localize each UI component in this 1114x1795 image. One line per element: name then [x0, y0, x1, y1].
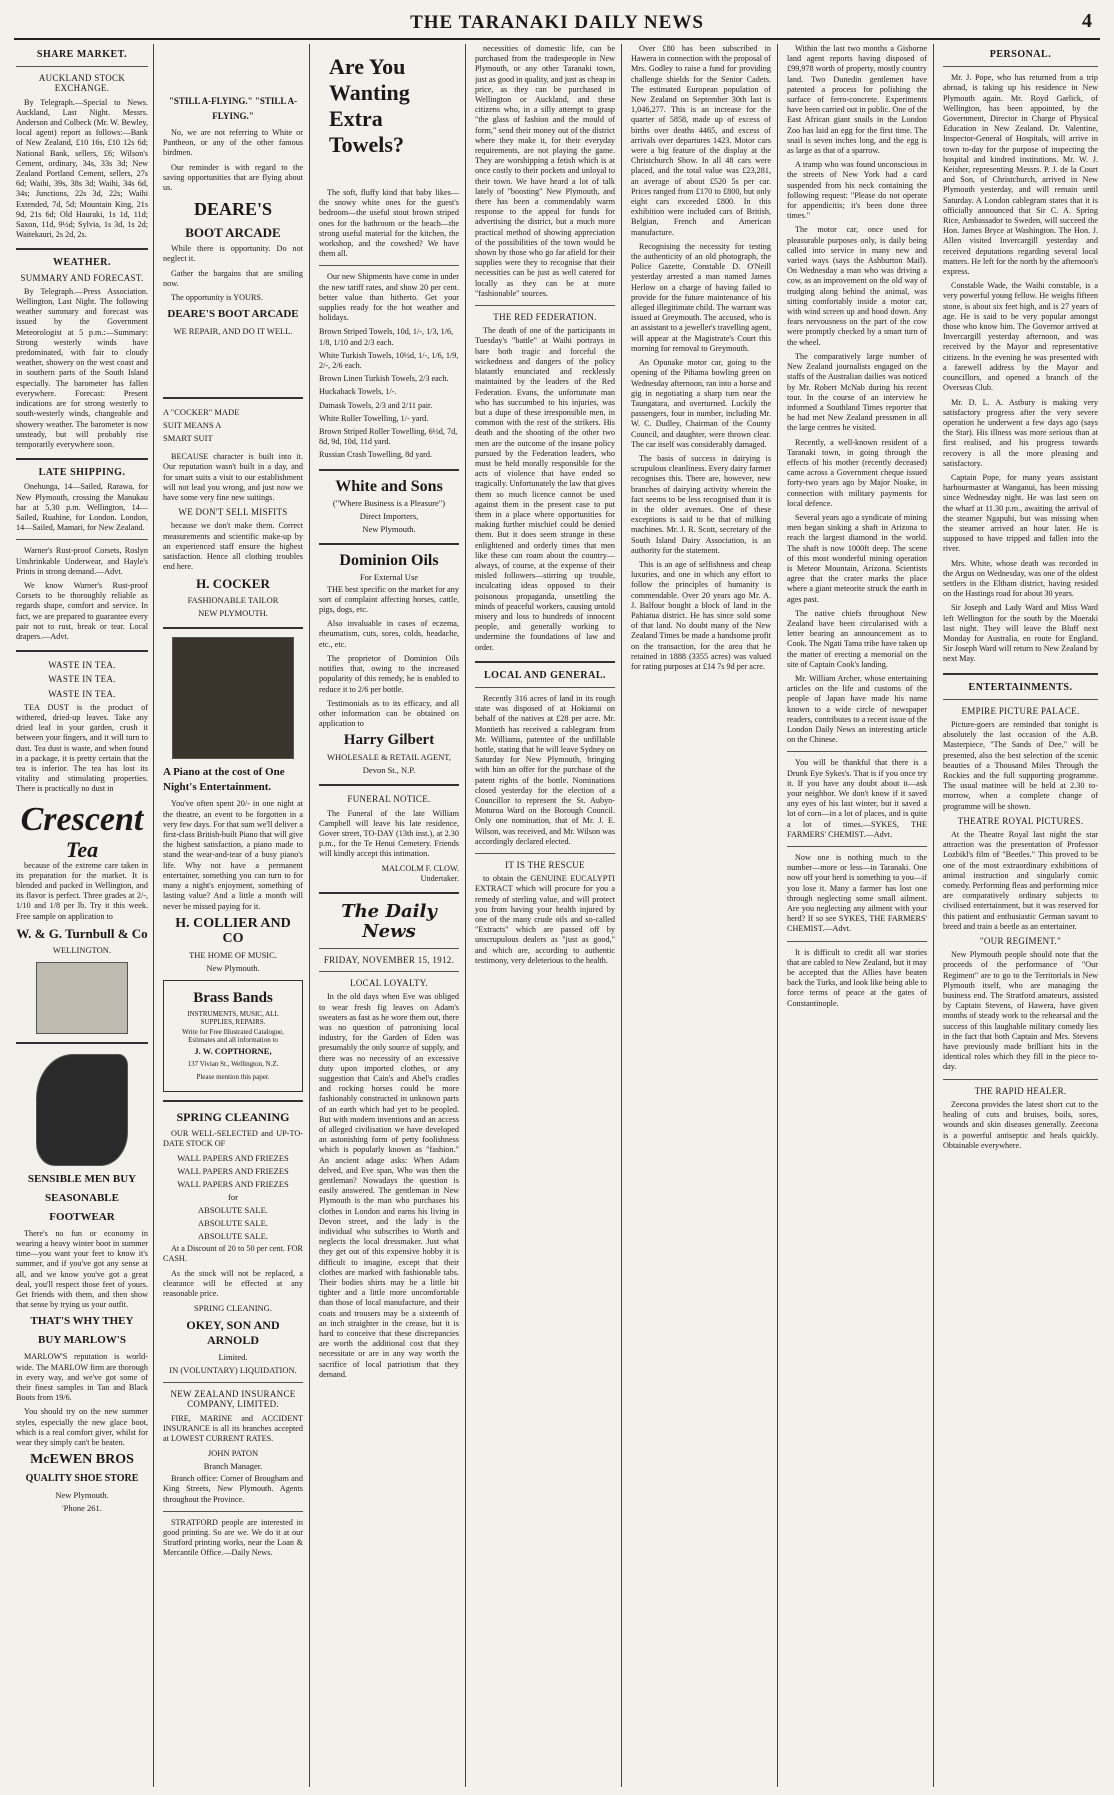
sykes-ad: You will be thankful that there is a Drunk Eye Sykes's. That is if you once try it. If you have any doubt about it—ask your neighbor. We don't know if it saved any eyes of his last winter, but it saved a lot of corn—in a lot of places, and is quite a lot of times.—SYKES, THE FARMERS' CHEMIST.—Advt.: [787, 758, 927, 839]
sykes-ad-2: Now one is nothing much to the number—more or less—in Taranaki. One now off your herd is something to you—if you lose it. Many a farmer has lost one through neglecting some small ailment. Are you neglecting any ailment with your herd? If so see SYKES, THE FARMERS' CHEMIST.—Advt.: [787, 853, 927, 934]
nz-insurance-body: FIRE, MARINE and ACCIDENT INSURANCE is all its branches accepted at LOWEST CURRENT RATES.: [163, 1413, 303, 1443]
spring-list: WALL PAPERS AND FRIEZES: [177, 1153, 289, 1164]
brass-sub: INSTRUMENTS, MUSIC, ALL SUPPLIES, REPAIRS.: [187, 1009, 279, 1026]
rescue-body: to obtain the GENUINE EUCALYPTI EXTRACT which will procure for you a remedy of sterling value, and will protect you from having your health injured by one of the many crude oils and so-called "Extracts" which are passed off by unscrupulous dealers as "just as good," and which are, according to authentic testimony, very deleterious to the health.: [475, 874, 615, 965]
funeral-heading: FUNERAL NOTICE.: [347, 794, 431, 805]
towels-heading-4: Towels?: [329, 132, 404, 157]
spring-list: WALL PAPERS AND FRIEZES: [177, 1179, 289, 1190]
local-general-body: Recently 316 acres of land in its rough state was disposed of at Hokianui on behalf of the natives at £28 per acre. Mr. Montieth has received a cablegram from Mr. Williams, patentee of the unfillable bottle, stating that he will leave Sydney on Saturday for New Plymouth, bringing with him an offer for the purchase of the patent rights of the bottle. Nominations closed yesterday for the election of a Councillor to represent the St. Aubyn-Moturoa Ward on the Borough Council. Only one nomination, that of Mr. J. E. Wilson, was received, and Mr. Wilson was accordingly declared elected.: [475, 693, 615, 846]
marlow-heading: THAT'S WHY THEY: [30, 1315, 134, 1328]
towels-heading-2: Wanting: [329, 80, 410, 105]
cocker-name: H. COCKER: [196, 576, 270, 592]
column-6: [787, 44, 927, 1787]
divider: [163, 1382, 303, 1383]
divider: [943, 699, 1098, 700]
deare-name-2: DEARE'S BOOT ARCADE: [167, 308, 299, 321]
divider: [319, 543, 459, 545]
dominion-body-4: Testimonials as to its efficacy, and all other information can be obtained on application to: [319, 698, 459, 729]
share-market-heading: SHARE MARKET.: [36, 49, 128, 60]
personal-heading: PERSONAL.: [989, 49, 1052, 60]
issue-date: FRIDAY, NOVEMBER 15, 1912.: [323, 954, 455, 965]
boots-heading-3: FOOTWEAR: [49, 1210, 115, 1223]
weather-heading: WEATHER.: [53, 257, 111, 269]
deare-repair: WE REPAIR, AND DO IT WELL.: [173, 326, 293, 337]
piano-image: [172, 637, 294, 759]
brass-address: 137 Vivian St., Wellington, N.Z.: [187, 1059, 279, 1068]
our-regiment-body: New Plymouth people should note that the proceeds of the performance of "Our Regiment" are to go to the Territorials in New Plymouth itself, who are managing the business end. The Stratford amateurs, assisted by Captain Stevens, of Hawera, have given months of steady work to the rehearsal and the success of this laughable military comedy lies in the fact that both Captain and Mrs. Stevens have previously made brilliant hits in the identical roles which they fill in the piece to-day.: [943, 950, 1098, 1072]
news-item: The motor car, once used for pleasurable purposes only, is daily being called into service in many new and varied ways (says the Ashburton Mail). On Wednesday a man who was driving a cow, as an improvement on the old way of trudging along behind the animal, was sitting comfortably inside a motor car, with wind screen up and hood down. Any fears nervousness on the part of the cow were promptly checked by a smart turn of the wheel.: [787, 225, 927, 347]
divider: [319, 948, 459, 949]
still-body-2: Our reminder is with regard to the saving opportunities that are flying about us.: [163, 162, 303, 193]
piano-heading: A Piano at the cost of One Night's Entertainment.: [163, 766, 285, 794]
brass-body: Write for Free Illustrated Catalogue, Estimates and all information to: [182, 1027, 284, 1044]
news-item: Over £80 has been subscribed in Hawera in connection with the proposal of Mrs. Godley to raise a fund for providing challenge shields for the Senior Cadets. The estimated European population of New Zealand on September 30th last is 1,046,277. This is an increase for the quarter of 5858, made up of excess of births over deaths 4465, and excess of arrivals over departures 1423. Motor cars were a big feature of the display at the Christchurch Show. In all 48 cars were placed, and the total value was £23,281, an average of about £520 5s per car. Prices ranged from £170 to £800, but only eight cars exceeded £800. In this exhibition were included cars of British, Belgian, French and American manufacture.: [631, 44, 771, 237]
towel-item: Russian Crash Towelling, 8d yard.: [319, 450, 432, 460]
column-3: [319, 44, 459, 1787]
crescent-logo: Crescent: [20, 800, 144, 838]
column-5: [631, 44, 771, 1787]
column-rule: [777, 44, 778, 1787]
column-rule: [621, 44, 622, 1787]
marlow-body-2: You should try on the new summer styles, especially the new glace boot, which is a real comfort giver, whilst for wear they simply can't be beaten.: [16, 1407, 148, 1448]
okey-name: OKEY, SON AND ARNOLD: [186, 1318, 280, 1348]
towel-item: White Roller Towelling, 1/- yard.: [319, 413, 429, 423]
misfits-heading: WE DON'T SELL MISFITS: [178, 507, 288, 518]
loyalty-body: In the old days when Eve was obliged to wear fresh fig leaves on Adam's sweaters as fast as he wore them out, there was no question of patronising local industry, for the Garden of Eden was presumably the only source of supply, and there was no necessity of an excessive duty upon imported clothes, or any suggestion that Cain's and Abel's cradles and rocking horses could be more fashionably constructed in unknown parts of an earth which had yet to be peopled. But with modern inventions and an access of alleged civilisation we have developed an astonishing form of petty foolishness which is popularly known as "fashion." An ancient adage asks: When Adam delved, and Eve span, Who was then the gentleman? Nowadays the question is easily answered. The gentleman in New Plymouth is the man who purchases his clothes in London and earns his living in Devon street, and the lady is the individual who subscribes to Worth and neglects the local dressmaker. Just what they get out of this expensive hobby it is difficult to imagine, except that their clothes are marked with fashionable tabs. Their bodies shirts may be a little bit tighter and a little more uncomfortable than those of local manufacture, and their coats and trousers may be a sixteenth of an inch straighter in the crease, but it is hard to conceive that these discrepancies are worth the additional cost that they necessitate or are in any way worth the sacrifice of local patriotism that they demand.: [319, 992, 459, 1379]
divider: [943, 1079, 1098, 1080]
funeral-sign: MALCOLM F. CLOW.: [381, 863, 459, 873]
towel-item: Brown Linen Turkish Towels, 2/3 each.: [319, 374, 449, 384]
shipping-report: Onehunga, 14—Sailed, Rarawa, for New Plymouth, crossing the Manukau bar at 5.30 p.m. Wellington, 14—Sailed, Ruahine, for London. London, 14—Sailed, Mamari, for New Zealand.: [16, 482, 148, 533]
dominion-body-2: Also invaluable in cases of eczema, rheumatism, cuts, sores, colds, headache, etc., etc.: [319, 619, 459, 649]
waste-heading: WASTE IN TEA.: [48, 674, 116, 685]
misfits-body: because we don't make them. Correct measurements and scientific make-up by an experienced staff ensure the highest satisfaction. Hence all clothing troubles end here.: [163, 521, 303, 572]
spring-body: OUR WELL-SELECTED and UP-TO-DATE STOCK OF: [163, 1128, 303, 1148]
auckland-heading: AUCKLAND STOCK EXCHANGE.: [38, 73, 126, 94]
empire-body: Picture-goers are reminded that tonight is absolutely the last occasion of the A.B. Masterpiece, "The Sands of Dee," will be presented, also the best selection of the scenic beauties of a Thousand Miles Through the Rockies and the full supporting programme. The usual matinee will be held at 2.30 to-morrow, when a complete change of programme will be shown.: [943, 719, 1098, 811]
marlow-body: MARLOW'S reputation is world-wide. The MARLOW firm are thorough in every way, and we've got some of their finest samples in Tan and Black Boots from 19/6.: [16, 1352, 148, 1403]
funeral-sign-2: Undertaker.: [420, 873, 459, 883]
divider: [163, 397, 303, 399]
cocker-made-2: SUIT MEANS A: [163, 420, 222, 431]
column-rule: [309, 44, 310, 1787]
column-7: [943, 44, 1098, 1787]
towel-item: Brown Striped Towels, 10d, 1/-, 1/3, 1/6, 1/8, 1/10 and 2/3 each.: [319, 327, 454, 347]
divider: [163, 1511, 303, 1512]
divider: [475, 661, 615, 663]
boots-body: There's no fun or economy in wearing a heavy winter boot in summer time—you want your feet to know it's summer, and if you've got any sense at all, and we know you've got a great deal, you'll respect those feet of yours. Get friends with them, and then show that sense by trying us your outfit.: [16, 1228, 148, 1310]
paton-body: Branch office: Corner of Brougham and King Streets, New Plymouth. Agents throughout the Province.: [163, 1474, 303, 1504]
spring-discount: At a Discount of 20 to 50 per cent. FOR CASH.: [163, 1244, 303, 1264]
local-general-heading: LOCAL AND GENERAL.: [483, 669, 607, 681]
weather-report: By Telegraph.—Press Association. Wellington, Last Night. The following weather summary and forecast was issued by the Government Meteorologist at 5 p.m.:—Summary: Strong westerly winds have predominated, with fair to cloudy weather, showery on the west coast and in southern parts of the South Island especially. The barometer has fallen everywhere. Forecast: Present indications are for strong westerly to south-westerly winds, changeable and showery weather. The barometer is now unsteady, but will probably rise temporarily everywhere soon.: [16, 286, 148, 449]
turnbull-town: WELLINGTON.: [52, 944, 112, 955]
theatre-royal-body: At the Theatre Royal last night the star attraction was the presentation of Professor Lozbikl's film of "Beetles." This proved to be one of the most extraordinary exhibitions of animal instruction and singularly comic comedy. Performing fleas and performing mice are comparatively ordinary subjects to civilised entertainment, but it was reserved for this patient and enthusiastic German savant to breed and train a beetle as an entertainer.: [943, 830, 1098, 931]
brass-note: Please mention this paper.: [196, 1072, 270, 1081]
collier-name: H. COLLIER AND CO: [175, 915, 291, 946]
towel-item: Damask Towels, 2/3 and 2/11 pair.: [319, 400, 433, 410]
towel-item: Huckaback Towels, 1/-.: [319, 387, 397, 397]
red-federation-body: The death of one of the participants in Tuesday's "battle" at Waihi portrays in bare both tragic and forceful the wickedness and dangers of the policy blatantly enunciated and recklessly maintained by the leaders of the Red Federation. Evans, the unfortunate man who has succumbed to his injuries, was but a dupe of these irresponsible men, in common with the rest of the strikers. His death and the shooting of the other two men are the outcome of the insane policy pursued by the Federation leaders, who must be held morally responsible for the acts of violence that have ended so tragically. Unfortunately the law that gives them so much licence cannot be used against them in the present case to put them in a place where opportunities for making further mischief could be denied them. But it does seem strange in these enlightened and orderly times that men like these can roam about the country—always, of course, at the expense of their misled followers—stirring up trouble, inculcating ideas opposed to their poisonous propaganda, unsettling the minds of peaceful workers, causing untold misery and loss to hundreds of innocent people, and generally working to undermine the foundations of law and order.: [475, 326, 615, 652]
brass-bands-ad: [163, 980, 303, 1092]
deare-body: While there is opportunity. Do not neglect it.: [163, 244, 303, 264]
rapid-healer-heading: THE RAPID HEALER.: [974, 1085, 1067, 1096]
paton-name: JOHN PATON: [207, 1448, 259, 1459]
waste-body: TEA DUST is the product of withered, dried-up leaves. Take any dried leaf in your garden, crush it between your fingers, and it will turn to dust. Tea dust is waste, and when found in a package, it is pretty certain that the tea is inferior. The tea has lost its vitality and stimulating properties. There is practically no dust in: [16, 702, 148, 794]
divider: [787, 751, 927, 752]
dominion-oils-name: Dominion Oils: [339, 551, 439, 569]
news-item: A tramp who was found unconscious in the streets of New York had a card suspended from his neck containing the following request: "Please do not operate for appendicitis; it's been done three times.": [787, 160, 927, 221]
loyalty-continued: necessities of domestic life, can be purchased from the tradespeople in New Plymouth, or any other Taranaki town, just as good in quality, and just as cheap in price, as they can be purchased in Wellington or Auckland, and these citizens who, in a silly attempt to grasp "the glass of fashion and the mould of form," send their money out of the district where they make it, for their everyday requirements, are not playing the game. They are worshipping a fetish which is at once costly to their pockets and unloyal to their town. We have heard a lot of talk lately of "boosting" New Plymouth, and there has been a commendably warm response to the appeal for funds for advertising the district, but a much more practical method of showing appreciation of the possibilities of the town would be shown by those who go far afield for their supplies were they to recognise that their necessities can be just as well catered for locally as they can be at more "fashionable" sources.: [475, 44, 615, 298]
divider: [16, 539, 148, 540]
white-sons-motto: ("Where Business is a Pleasure"): [332, 497, 446, 508]
divider: [475, 687, 615, 688]
weather-subheading: SUMMARY AND FORECAST.: [20, 272, 144, 283]
spring-heading-2: SPRING CLEANING.: [194, 1303, 272, 1314]
piano-body: You've often spent 20/- in one night at the theatre, an event to be forgotten in a very few days. For that sum we'll deliver a first-class British-built Piano that will give the highest satisfaction, a piano made to stand the wear-and-tear of a busy piano's life. Why not have a permanent entertainer, something you can turn to for many a night's enjoyment, something of lasting value? And a little a month will never be missed paying for it.: [163, 799, 303, 911]
boots-heading: SENSIBLE MEN BUY: [27, 1172, 137, 1185]
marlow-heading-2: BUY MARLOW'S: [38, 1334, 126, 1347]
white-sons-importers: Direct Importers,: [359, 510, 419, 521]
tea-packet-image: [36, 962, 128, 1034]
news-item: This is an age of selfishness and cheap luxuries, and one in which any effort to follow the principles of humanity is commendable. Over 20 years ago Mr. A. J. Balfour bought a block of land in the Pahiatua district. He has since sold some of that land. No doubt many of the New Zealand Times be made a handsome profit on the transaction, for the area that he retained in 1888 (3355 acres) was valued for rating purposes at £14 7s 9d per acre.: [631, 559, 771, 671]
crescent-tea-logo: Tea: [65, 836, 99, 862]
divider: [319, 784, 459, 786]
divider: [16, 458, 148, 460]
divider: [475, 853, 615, 854]
personal-body-6: Sir Joseph and Lady Ward and Miss Ward left Wellington for the south by the Moeraki last night. They will leave the Bluff next Monday for Australia, en route for England. Sir Joseph Ward will return to New Zealand by next May.: [943, 603, 1098, 664]
towels-body-2: Our new Shipments have come in under the new tariff rates, and show 20 per cent. better value than hitherto. Get your supplies ready for the hot weather and holidays.: [319, 272, 459, 323]
mcewen-town: New Plymouth.: [55, 1490, 109, 1501]
personal-body-3: Mr. D. L. A. Astbury is making very satisfactory progress after the very severe operation he underwent a few days ago (says the Star). His illness was more serious than at first realised, and his progress towards recovery is all the more pleasing and satisfactory.: [943, 397, 1098, 468]
funeral-body: The Funeral of the late William Campbell will leave his late residence, Gover street, TO-DAY (13th inst.), at 2.30 p.m., for the Te Henui Cemetery. Friends will kindly accept this intimation.: [319, 808, 459, 859]
news-item: It is difficult to credit all war stories that are cabled to New Zealand, but it may be accepted that the Allies have beaten back the Turks, and look like being able to force terms of peace at the gates of Constantinople.: [787, 947, 927, 1008]
divider: [787, 941, 927, 942]
column-1: [16, 44, 148, 1787]
shipping-heading: LATE SHIPPING.: [38, 467, 126, 479]
spring-heading: SPRING CLEANING: [176, 1109, 290, 1124]
divider: [163, 627, 303, 629]
spring-list: WALL PAPERS AND FRIEZES: [177, 1166, 289, 1177]
dominion-body: THE best specific on the market for any sort of complaint affecting horses, cattle, pigs, dogs, etc.: [319, 584, 459, 615]
news-item: An Opunake motor car, going to the opening of the Pihama bowling green on Wednesday afternoon, ran into a horse and gig in negotiating a sharp turn near the Taungatara, and overturned. Luckily the passengers, four in number, including Mr. W. C. Dudley, Chairman of the County Council, and daughter, were thrown clear. The car itself was considerably damaged.: [631, 358, 771, 449]
towel-price-list: [319, 327, 459, 460]
deare-sub: BOOT ARCADE: [185, 225, 281, 241]
corsets-notice-2: We know Warner's Rust-proof Corsets to be thoroughly reliable as regards shape, comfort and service. In fact, we are prepared to guarantee every pair not to rust, break or tear. Local drapers.—Advt.: [16, 580, 148, 641]
news-item: Within the last two months a Gisborne land agent reports having disposed of £99,978 worth of property, mostly country land. Two Dunedin gentlemen have patented a process for polishing the surface of ferro-concrete. Experiments have been carried out in public. One of the East African giant snails in the London Zoo has laid an egg for the first time. The snail is seven inches long, and the egg is as large as that of a sparrow.: [787, 44, 927, 156]
news-item: The native chiefs throughout New Zealand have been circularised with a letter bearing an announcement as to Cook. The Ngati Tama tribe have taken up the matter of erecting a memorial on the site of Captain Cook's landing.: [787, 608, 927, 669]
cocker-sub: FASHIONABLE TAILOR: [187, 595, 279, 606]
brass-heading: Brass Bands: [193, 989, 273, 1006]
brass-name: J. W. COPTHORNE,: [194, 1045, 272, 1056]
daily-news-flag: The Daily News: [341, 900, 437, 942]
divider: [475, 305, 615, 306]
towels-body: The soft, fluffy kind that baby likes—the snowy white ones for the guest's bedroom—the useful stout brown striped ones for the bathroom or the beach—the strong useful material for the kitchen, the workshop, and the cowshed? We have them all.: [319, 188, 459, 259]
white-sons-town: New Plymouth.: [362, 523, 416, 534]
towels-heading: Are You: [329, 54, 406, 79]
cocker-body: BECAUSE character is built into it. Our reputation wasn't built in a day, and for smart suits a visit to our establishment will not lead you wrong, and just now we have some very fine new suitings.: [163, 452, 303, 503]
our-regiment-heading: "OUR REGIMENT.": [979, 936, 1062, 947]
column-rule: [933, 44, 934, 1787]
personal-body-4: Captain Pope, for many years assistant harbourmaster at Wanganui, has been missing since Wednesday night. He was last seen on the wharf at 11.30 p.m., awaiting the arrival of the steamer Ngapuhi, but was missing when the steamer arrived an hour later. He is supposed to have tripped and fallen into the river.: [943, 472, 1098, 554]
divider: [319, 971, 459, 972]
gilbert-address: Devon St., N.P.: [362, 765, 416, 776]
column-rule: [465, 44, 466, 1787]
turnbull-name: W. & G. Turnbull & Co: [16, 925, 148, 941]
news-item: The comparatively large number of New Zealand journalists engaged on the staffs of the Australian dailies was noticed by Mr. Robert McNab during his recent tour. In the course of an interview he informed a Southland Times reporter that he had met New Zealand pressmen in all the large centres he visited.: [787, 351, 927, 433]
collier-sub: THE HOME OF MUSIC.: [189, 949, 277, 960]
mcewen-tagline: QUALITY SHOE STORE: [25, 1473, 139, 1485]
stratford-notice: STRATFORD people are interested in good printing. So are we. We do it at our Stratford printing works, near the Loan & Mercantile Office.—Daily News.: [163, 1517, 303, 1558]
divider: [16, 248, 148, 250]
cocker-made-3: SMART SUIT: [163, 433, 213, 444]
divider: [319, 265, 459, 266]
news-item: Recently, a well-known resident of a Taranaki town, in going through the effects of his mother (recently deceased) came across a Government cheque issued forty-two years ago by Major Noake, in connection with military payments for local defence.: [787, 437, 927, 508]
dominion-oils-sub: For External Use: [359, 571, 419, 582]
boots-heading-2: SEASONABLE: [45, 1191, 119, 1204]
towel-item: White Turkish Towels, 10½d, 1/-, 1/6, 1/9, 2/-, 2/6 each.: [319, 350, 459, 371]
cocker-town: NEW PLYMOUTH.: [198, 608, 268, 619]
boot-image: [36, 1054, 128, 1166]
news-item: Recognising the necessity for testing the authenticity of an old photograph, the Police Gazette, Constable D. O'Neill yesterday arrested a man named James Herlow on a charge of having failed to provide for the future maintenance of his alleged illegitimate child. The warrant was issued at Greymouth. The accused, who is an assistant to a jeweller's travelling agent, will appear at the Magistrate's Court this morning for removal to Greymouth.: [631, 241, 771, 353]
spring-sale: ABSOLUTE SALE.: [198, 1218, 268, 1229]
spring-sale: ABSOLUTE SALE.: [198, 1205, 268, 1216]
divider: [319, 892, 459, 894]
waste-heading: WASTE IN TEA.: [48, 660, 116, 671]
collier-town: New Plymouth.: [206, 962, 260, 973]
towels-heading-3: Extra: [329, 106, 383, 131]
divider: [163, 1100, 303, 1102]
personal-body: Mr. J. Pope, who has returned from a trip abroad, is taking up his residence in New Plymouth again. Mr. Royd Garlick, of Wellington, has been appointed, by the Government, Director in Charge of Physical Education in New Zealand. Dr. Valentine, Inspector-General of Hospitals, will arrive in town to-day for the purpose of inspecting the hospital and kindred institutions. Mr. W. J. Keisher, representing Messrs. P. J. de la Court and Son, of Christchurch, arrived in New Plymouth yesterday, and will remain until Saturday. A London cablegram states that it is officially announced that Sir C. A. Spring Rice, Ambassador to Sweden, will succeed the Hon. James Bryce at Washington. The Hon. J. Allen visited Invercargill yesterday and received deputations regarding several local matters. He left for the north by the afternoon's express.: [943, 73, 1098, 277]
okey-limited: Limited.: [218, 1352, 248, 1363]
auckland-report: By Telegraph.—Special to News. Auckland, Last Night. Messrs. Anderson and Colbeck (Mr. W. Bewley, local agent) report as follows:—Bank of New Zealand, £10 16s, £10 12s 6d; National Bank, sellers, £6; Wilson's Cement, ordinary, 34s, 33s 3d; New Zealand Portland Cement, sellers, 27s 6d; Waihi, 39s, 38s 3d; Waihi, 34s 6d, 34s; Junctions, 22s 3d, 22s; Waihi Extended, 7d, 5d; Mountain King, 21s 9d, 21s 6d; Old Hauraki, 1s 1d, 11d; Saxon, 11d, 9½d; Sylvia, 1s 3d, 1s 2d; Waitekauri, 2s 2d, 2s.: [16, 97, 148, 240]
news-item: The basis of success in dairying is scrupulous cleanliness. Every dairy farmer recognises this. There are, however, new branches of dairying activity wherein the fact seems to be less recognised than it is in the older avenues. One of these exceptions is said to be that of milking machines. Mr. J. R. Scott, secretary of the South Island Dairy Association, is an authority for the statement.: [631, 453, 771, 555]
newspaper-title: THE TARANAKI DAILY NEWS: [410, 12, 704, 33]
column-4: [475, 44, 615, 1787]
spring-sale: ABSOLUTE SALE.: [198, 1231, 268, 1242]
nz-insurance-heading: NEW ZEALAND INSURANCE COMPANY, LIMITED.: [170, 1389, 296, 1410]
still-body: No, we are not referring to White or Pantheon, or any of the other famous birdmen.: [163, 128, 303, 158]
dominion-body-3: The proprietor of Dominion Oils notifies that, owing to the increased popularity of this remedy, he is enabled to reduce it to 2/6 per bottle.: [319, 653, 459, 694]
divider: [16, 66, 148, 67]
empire-heading: EMPIRE PICTURE PALACE.: [961, 705, 1080, 716]
deare-name: DEARE'S: [193, 199, 273, 220]
still-flying-heading: "STILL A-FLYING." "STILL A-FLYING.": [168, 96, 298, 121]
divider: [16, 1042, 148, 1044]
divider: [943, 673, 1098, 675]
rescue-heading: IT IS THE RESCUE: [505, 860, 585, 871]
column-rule: [153, 44, 154, 1787]
entertainments-heading: ENTERTAINMENTS.: [968, 681, 1073, 693]
divider: [16, 650, 148, 652]
personal-body-2: Constable Wade, the Waihi constable, is a very powerful young fellow. He weighs fifteen stone, is about six feet high, and is 27 years of age. He is said to be very popular amongst those who know him. The Governor arrived at Invercargill yesterday afternoon, and was received by the Mayor and representative citizens. In the evening he was presented with a farewell address by the Mayor and councillors, and opened a branch of the Overseas Club.: [943, 281, 1098, 393]
waste-heading: WASTE IN TEA.: [48, 688, 116, 699]
masthead: [14, 8, 1100, 40]
rapid-healer-body: Zeecona provides the latest short cut to the healing of cuts and bruises, boils, sores, wounds and skin diseases generally. Zeecona is a powerful antiseptic and heals quickly. Obtainable everywhere.: [943, 1099, 1098, 1150]
personal-body-5: Mrs. White, whose death was recorded in the Argus on Wednesday, was one of the oldest settlers in the Eltham district, having resided on the Hastings road for about 30 years.: [943, 558, 1098, 599]
divider: [319, 469, 459, 471]
corsets-notice: Warner's Rust-proof Corsets, Roslyn Unshrinkable Underwear, and Hayle's Prints in strong demand.—Advt.: [16, 546, 148, 576]
loyalty-heading: LOCAL LOYALTY.: [350, 978, 428, 989]
gilbert-name: Harry Gilbert: [343, 732, 435, 749]
white-sons-name: White and Sons: [335, 477, 443, 495]
divider: [787, 846, 927, 847]
theatre-royal-heading: THEATRE ROYAL PICTURES.: [957, 815, 1084, 826]
news-item: Mr. William Archer, whose entertaining articles on the life and customs of the people of Japan have made his name known to a wide circle of newspaper readers, contributes to a recent issue of the London Daily News an interesting article on the Chinese.: [787, 673, 927, 745]
mcewen-phone: 'Phone 261.: [62, 1503, 102, 1514]
towel-item: Brown Striped Roller Towelling, 6½d, 7d, 8d, 9d, 10d, 11d yard.: [319, 427, 458, 447]
divider: [943, 66, 1098, 67]
okey-liquidation: IN (VOLUNTARY) LIQUIDATION.: [169, 1365, 297, 1376]
news-item: Several years ago a syndicate of mining men began sinking a shaft in Arizona to reach the largest diamond in the world. The shaft is now 1000ft deep. The scene of this most wonderful mining operation is Meteor Mountain, Arizona. Scientists agree that the crater marks the place where a giant meteorite struck the earth in ages past.: [787, 512, 927, 604]
cocker-made: A "COCKER" MADE: [163, 407, 240, 418]
deare-body-3: The opportunity is YOURS.: [171, 293, 264, 303]
crescent-body: because of the extreme care taken in its preparation for the market. It is blended and packed in Wellington, and its flavor is perfect. Three grades at 2/-, 1/10 and 1/8 per lb. Try it this week. Free sample on application to: [16, 860, 148, 921]
deare-body-2: Gather the bargains that are smiling now.: [163, 268, 303, 288]
mcewen-name: McEWEN BROS: [30, 1452, 134, 1468]
page-number: 4: [1082, 10, 1092, 32]
gilbert-sub: WHOLESALE & RETAIL AGENT,: [327, 752, 451, 763]
column-2: [163, 44, 303, 1787]
red-federation-heading: THE RED FEDERATION.: [493, 312, 597, 323]
paton-title: Branch Manager.: [203, 1461, 263, 1472]
spring-note: As the stock will not be replaced, a clearance will be effected at any reasonable price.: [163, 1268, 303, 1298]
spring-for: for: [228, 1192, 238, 1203]
